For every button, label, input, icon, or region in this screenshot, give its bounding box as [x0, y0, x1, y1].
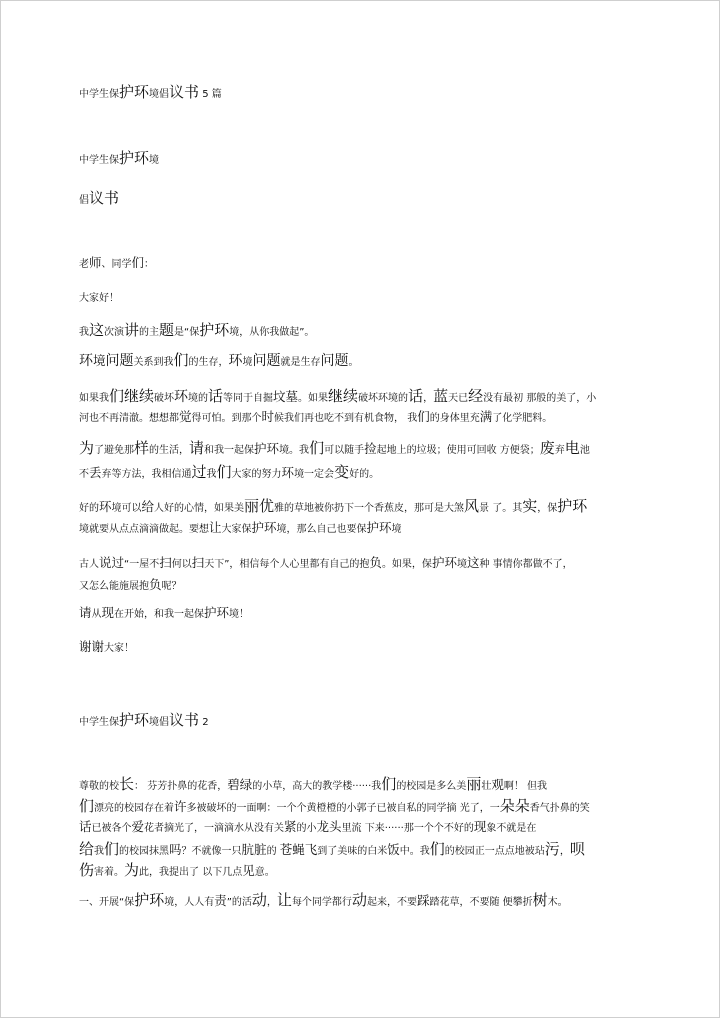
- paragraph-3-line-2: 河也不再清澈。想想都觉得可怕。到那个时候我们再也吃不到有机食物， 我们的身体里充满了化学肥料。: [79, 409, 553, 424]
- paragraph-8-line-2: 们漂亮的校园存在着许多被破坏的一面啊：一个个黄橙橙的小郭子已被自私的同学摘 光了，一朵朵香气扑鼻的笑: [79, 797, 590, 815]
- thanks: 谢谢大家！: [79, 639, 135, 654]
- paragraph-8-line-4: 给我们的校园抹黑吗？不就像一只肮脏的 苍蝇飞到了美味的白米饭中。我们的校园正一点点地被玷污，呗: [79, 840, 585, 858]
- paragraph-6-line-2: 又怎么能施展抱负呢？: [79, 577, 182, 592]
- section2-title: 中学生保护环境倡议书 2: [79, 711, 209, 729]
- paragraph-5-line-2: 境就要从点点滴滴做起。要想让大家保护环境，那么自己也要保护环境: [79, 520, 402, 535]
- paragraph-5-line-1: 好的环境可以给人好的心情，如果美丽优雅的草地被你扔下一个香蕉皮，那可是大煞风景 了。其实，保护环: [79, 497, 588, 515]
- paragraph-4-line-1: 为了避免那样的生活，请和我一起保护环境。我们可以随手捡起地上的垃圾；使用可回收 方便袋；废弃电池: [79, 439, 590, 457]
- paragraph-2: 环境问题关系到我们的生存，环境问题就是生存问题。: [79, 351, 359, 369]
- section1-subtitle: 倡议书: [79, 189, 120, 207]
- document-title: 中学生保护环境倡议书 5 篇: [79, 83, 222, 101]
- paragraph-9: 一、开展“保护环境，人人有责”的活动，让每个同学都行动起来，不要踩踏花草，不要随 便攀折树木。: [79, 891, 568, 909]
- salutation: 老师、同学们：: [79, 255, 155, 270]
- paragraph-6-line-1: 古人说过“一屋不扫何以扫天下”，相信每个人心里都有自己的抱负。如果，保护环境这种 事情你都做不了，: [79, 555, 573, 570]
- paragraph-8-line-3: 话已被各个爱花者摘光了，一滴滴水从没有关紧的小龙头里流 下来······那一个个不好的现象不就是在: [79, 819, 537, 834]
- paragraph-3-line-1: 如果我们继续破坏环境的话等同于自掘坟墓。如果继续破坏环境的话，蓝天已经没有最初 那般的美了，小: [79, 387, 597, 405]
- paragraph-1: 我这次演讲的主题是“保护环境，从你我做起”。: [79, 321, 315, 339]
- section1-title: 中学生保护环境: [79, 149, 160, 167]
- paragraph-8-line-1: 尊敬的校长： 芬芳扑鼻的花香，碧绿的小草，高大的教学楼······我们的校园是多么美丽壮观啊！ 但我: [79, 775, 548, 793]
- greeting: 大家好！: [79, 293, 119, 304]
- paragraph-7: 请从现在开始，和我一起保护环境！: [79, 605, 250, 620]
- paragraph-8-line-5: 伤害着。为此，我提出了 以下几点见意。: [79, 861, 275, 879]
- paragraph-4-line-2: 不丢弃等方法，我相信通过我们大家的努力环境一定会变好的。: [79, 463, 380, 481]
